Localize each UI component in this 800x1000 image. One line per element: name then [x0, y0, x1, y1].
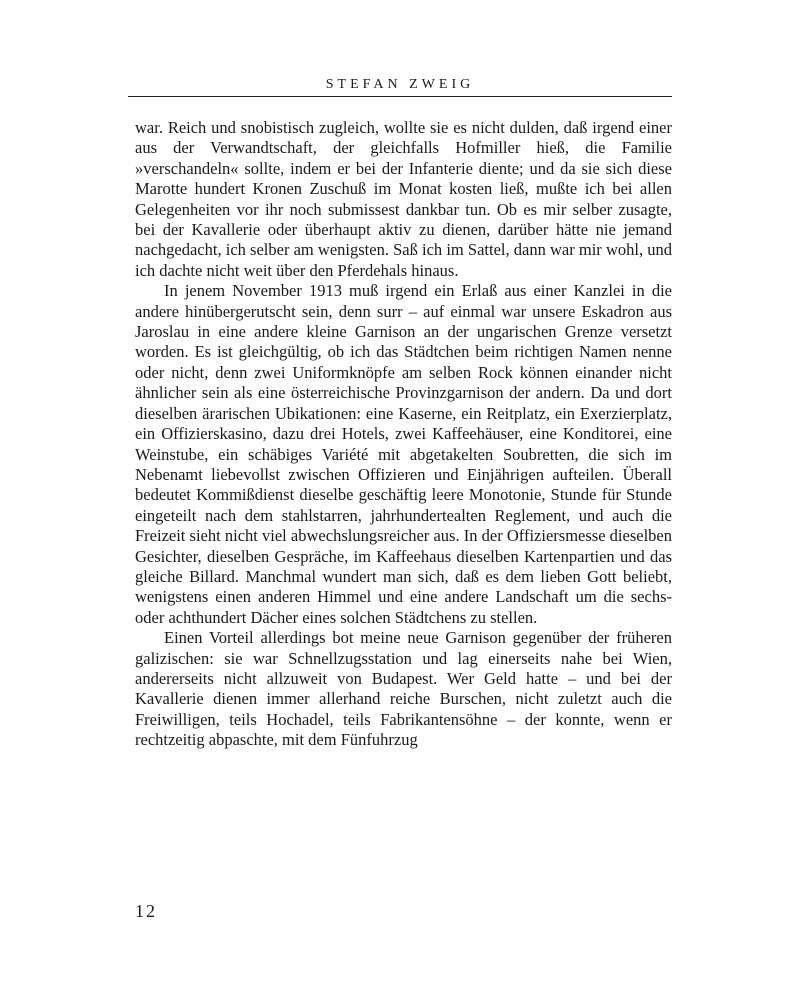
- running-head: STEFAN ZWEIG: [325, 77, 475, 92]
- header-rule: [128, 96, 672, 97]
- paragraph-2: In jenem November 1913 muß irgend ein Erlaß aus einer Kanzlei in die andere hinübergerutscht sein, denn surr – auf einmal war unsere Eskadron aus Jaroslau in eine andere kleine Garnison an der ungarischen Grenze versetzt worden. Es ist gleichgültig, ob ich das Städtchen beim richtigen Namen nenne oder nicht, denn zwei Uniformknöpfe am selben Rock können einander nicht ähnlicher sein als eine österreichische Provinzgarnison der andern. Da und dort dieselben ärarischen Ubikationen: eine Kaserne, ein Reitplatz, ein Exerzierplatz, ein Offizierskasino, dazu drei Hotels, zwei Kaffeehäuser, eine Konditorei, eine Weinstube, ein schäbiges Variété mit abgetakelten Soubretten, die sich im Nebenamt liebevollst zwischen Offizieren und Einjährigen aufteilen. Überall bedeutet Kommißdienst dieselbe geschäftig leere Monotonie, Stunde für Stunde eingeteilt nach dem stahlstarren, jahrhundertealten Reglement, und auch die Freizeit sieht nicht viel abwechslungsreicher aus. In der Offiziersmesse dieselben Gesichter, dieselben Gespräche, im Kaffeehaus dieselben Kartenpartien und das gleiche Billard. Manchmal wundert man sich, daß es dem lieben Gott beliebt, wenigstens einen anderen Himmel und eine andere Landschaft um die sechs- oder achthundert Dächer eines solchen Städtchens zu stellen.: [135, 281, 672, 627]
- page-number: 12: [135, 901, 157, 921]
- body-text: [135, 118, 672, 751]
- paragraph-1: war. Reich und snobistisch zugleich, wollte sie es nicht dulden, daß irgend einer aus der Verwandtschaft, der gleichfalls Hofmiller hieß, die Familie »verschandeln« sollte, indem er bei der Infanterie diente; und da sie sich diese Marotte hundert Kronen Zuschuß im Monat kosten ließ, mußte ich bei allen Gelegenheiten vor ihr noch submissest dankbar tun. Ob es mir selber zusagte, bei der Kavallerie oder überhaupt aktiv zu dienen, darüber hätte nie jemand nachgedacht, ich selber am wenigsten. Saß ich im Sattel, dann war mir wohl, und ich dachte nicht weit über den Pferdehals hinaus.: [135, 118, 672, 280]
- paragraph-3: Einen Vorteil allerdings bot meine neue Garnison gegenüber der früheren galizischen: sie war Schnellzugsstation und lag einerseits nahe bei Wien, andererseits nicht allzuweit von Budapest. Wer Geld hatte – und bei der Kavallerie dienen immer allerhand reiche Burschen, nicht zuletzt auch die Freiwilligen, teils Hochadel, teils Fabrikantensöhne – der konnte, wenn er rechtzeitig abpaschte, mit dem Fünfuhrzug: [135, 628, 672, 750]
